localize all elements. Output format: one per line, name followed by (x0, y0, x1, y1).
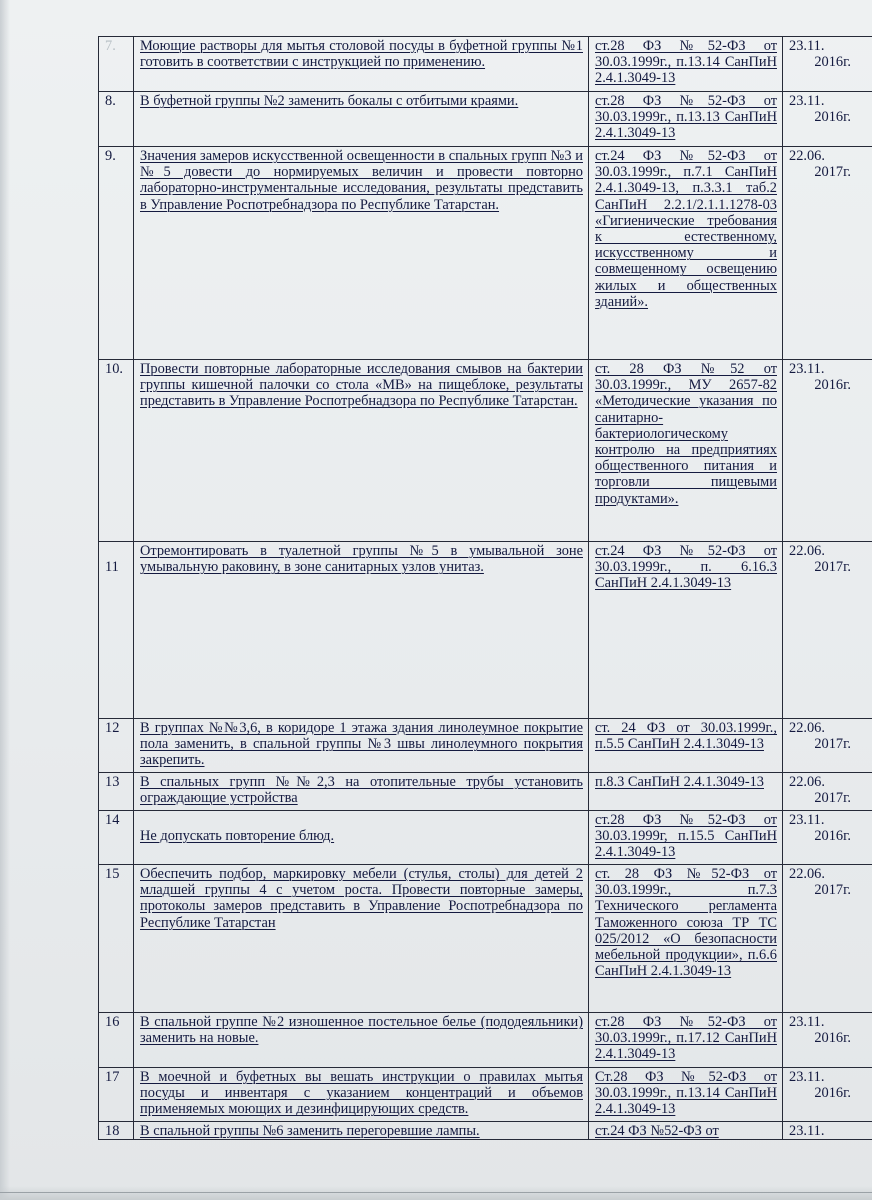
row-number: 10. (99, 360, 134, 542)
table-row (99, 1068, 872, 1122)
deadline-day-month: 23.11. (789, 812, 825, 828)
legal-reference: Ст.28 ФЗ №52-ФЗ от 30.03.1999г., п.13.14 СанПиН 2.4.1.3049-13 (589, 1068, 783, 1122)
page-bottom-edge (0, 1192, 872, 1193)
row-number: 8. (99, 92, 134, 147)
deadline-day-month: 23.11. (789, 93, 825, 109)
deadline-year: 2016г. (814, 109, 851, 126)
deadline-day-month: 23.11. (789, 38, 825, 54)
table-row (99, 811, 872, 865)
row-number: 13 (99, 773, 134, 811)
deadline-day-month: 23.11. (789, 1069, 825, 1085)
row-number (99, 542, 134, 719)
deadline-date (783, 865, 872, 1013)
requirement-text: Обеспечить подбор, маркировку мебели (стулья, столы) для детей 2 младшей группы 4 с учетом роста. Провести повторные замеры, протоколы замеров представить в Управление Роспотребнадзора по Республике Татарстан (134, 865, 589, 1013)
deadline-year: 2017г. (814, 882, 851, 899)
deadline-year: 2016г. (814, 828, 851, 845)
table-row (99, 37, 872, 92)
deadline-year: 2016г. (814, 1030, 851, 1047)
deadline-day-month: 22.06. (789, 148, 825, 164)
row-number: 16 (99, 1013, 134, 1068)
deadline-year: 2017г. (814, 164, 851, 181)
table-row (99, 147, 872, 360)
deadline-date (783, 719, 872, 773)
legal-reference: ст.24 ФЗ №52-ФЗ от (589, 1122, 783, 1140)
table-row (99, 719, 872, 773)
deadline-date (783, 542, 872, 719)
table-row (99, 542, 872, 719)
table-row (99, 865, 872, 1013)
table-row (99, 773, 872, 811)
deadline-date (783, 92, 872, 147)
deadline-date (783, 1068, 872, 1122)
row-number-text: 11 (105, 559, 119, 575)
row-number: 15 (99, 865, 134, 1013)
requirement-text (134, 811, 589, 865)
table-row (99, 1013, 872, 1068)
deadline-date (783, 147, 872, 360)
deadline-year: 2017г. (814, 559, 851, 576)
requirement-text-content: Не допускать повторение блюд. (140, 828, 335, 844)
inspection-requirements-table (98, 36, 872, 1140)
deadline-day-month: 23.11. (789, 1123, 825, 1139)
requirement-text: В группах №№3,6, в коридоре 1 этажа здания линолеумное покрытие пола заменить, в спальной группы №3 швы линолеумного покрытия закрепить. (134, 719, 589, 773)
requirement-text: Провести повторные лабораторные исследования смывов на бактерии группы кишечной палочки со стола «МВ» на пищеблоке, результаты представить в Управление Роспотребнадзора по Республике Татарстан. (134, 360, 589, 542)
row-number: 9. (99, 147, 134, 360)
table-row (99, 92, 872, 147)
deadline-day-month: 22.06. (789, 774, 825, 790)
legal-reference: ст. 28 ФЗ №52 от 30.03.1999г., МУ 2657-82 «Методические указания по санитарно-бактериологическому контролю на предприятиях общественного питания и торговли пищевыми продуктами». (589, 360, 783, 542)
deadline-day-month: 23.11. (789, 1014, 825, 1030)
legal-reference: ст. 24 ФЗ от 30.03.1999г., п.5.5 СанПиН 2.4.1.3049-13 (589, 719, 783, 773)
legal-reference: п.8.3 СанПиН 2.4.1.3049-13 (589, 773, 783, 811)
deadline-date (783, 360, 872, 542)
deadline-date (783, 37, 872, 92)
page-edge-shadow (0, 0, 10, 1200)
legal-reference: ст.24 ФЗ №52-ФЗ от 30.03.1999г., п. 6.16.3 СанПиН 2.4.1.3049-13 (589, 542, 783, 719)
page-bottom-shadow (0, 1186, 872, 1200)
legal-reference: ст. 28 ФЗ №52-ФЗ от 30.03.1999г., п.7.3 Технического регламента Таможенного союза ТР ТС 025/2012 «О безопасности мебельной продукции», п.6.6 СанПиН 2.4.1.3049-13 (589, 865, 783, 1013)
row-number: 17 (99, 1068, 134, 1122)
deadline-year: 2016г. (814, 377, 851, 394)
legal-reference: ст.28 ФЗ №52-ФЗ от 30.03.1999г., п.13.13 СанПиН 2.4.1.3049-13 (589, 92, 783, 147)
table-row (99, 1122, 872, 1140)
requirement-text: В спальной группы №6 заменить перегоревшие лампы. (134, 1122, 589, 1140)
deadline-day-month: 22.06. (789, 866, 825, 882)
table-row (99, 360, 872, 542)
deadline-day-month: 22.06. (789, 543, 825, 559)
deadline-year: 2017г. (814, 790, 851, 807)
deadline-day-month: 23.11. (789, 361, 825, 377)
legal-reference: ст.28 ФЗ №52-ФЗ от 30.03.1999г., п.17.12 СанПиН 2.4.1.3049-13 (589, 1013, 783, 1068)
row-number: 18 (99, 1122, 134, 1140)
deadline-date (783, 1122, 872, 1140)
legal-reference: ст.24 ФЗ №52-ФЗ от 30.03.1999г., п.7.1 СанПиН 2.4.1.3049-13, п.3.3.1 таб.2 СанПиН 2.2.1/2.1.1.1278-03 «Гигиенические требования к естественному, искусственному и совмещенному освещению жилых и общественных зданий». (589, 147, 783, 360)
row-number: 14 (99, 811, 134, 865)
requirement-text: Моющие растворы для мытья столовой посуды в буфетной группы №1 готовить в соответствии с инструкцией по применению. (134, 37, 589, 92)
requirement-text: В моечной и буфетных вы вешать инструкции о правилах мытья посуды и инвентаря с указанием концентраций и объемов применяемых моющих и дезинфицирующих средств. (134, 1068, 589, 1122)
deadline-year: 2016г. (814, 54, 851, 71)
requirement-text: В буфетной группы №2 заменить бокалы с отбитыми краями. (134, 92, 589, 147)
row-number: 12 (99, 719, 134, 773)
legal-reference: ст.28 ФЗ №52-ФЗ от 30.03.1999г, п.15.5 СанПиН 2.4.1.3049-13 (589, 811, 783, 865)
deadline-date (783, 1013, 872, 1068)
requirement-text: В спальной группе №2 изношенное постельное белье (пододеяльники) заменить на новые. (134, 1013, 589, 1068)
deadline-day-month: 22.06. (789, 720, 825, 736)
row-number: 7. (99, 37, 134, 92)
requirement-text: В спальных групп №№2,3 на отопительные трубы установить ограждающие устройства (134, 773, 589, 811)
requirement-text: Отремонтировать в туалетной группы №5 в умывальной зоне умывальную раковину, в зоне санитарных узлов унитаз. (134, 542, 589, 719)
legal-reference: ст.28 ФЗ №52-ФЗ от 30.03.1999г., п.13.14 СанПиН 2.4.1.3049-13 (589, 37, 783, 92)
deadline-date (783, 773, 872, 811)
requirement-text: Значения замеров искусственной освещенности в спальных групп №3 и №5 довести до нормируемых величин и провести повторно лабораторно-инструментальные исследования, результаты представить в Управление Роспотребнадзора по Республике Татарстан. (134, 147, 589, 360)
deadline-year: 2017г. (814, 736, 851, 753)
deadline-date (783, 811, 872, 865)
deadline-year: 2016г. (814, 1085, 851, 1102)
